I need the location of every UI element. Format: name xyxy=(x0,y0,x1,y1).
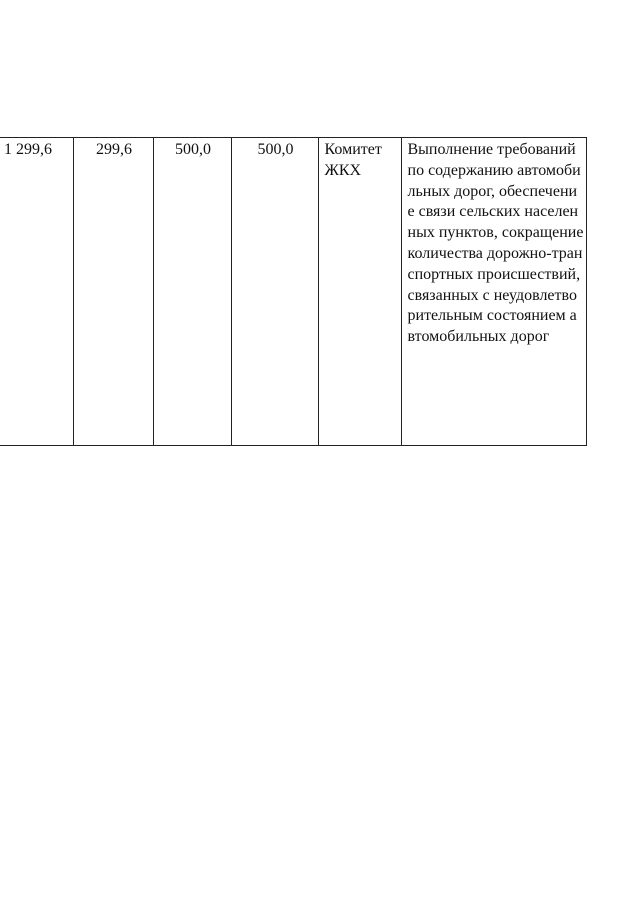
expected-result-cell: Выполнение требований по содержанию автомобильных дорог, обеспечение связи сельских населенных пунктов, сокращение количества дорожно-транспортных происшествий, связанных с неудовлетворительным состоянием автомобильных дорог xyxy=(401,138,586,446)
table-row xyxy=(0,138,586,446)
year2-amount-cell: 500,0 xyxy=(153,138,231,446)
year3-amount-cell: 500,0 xyxy=(231,138,318,446)
total-amount-cell: 1 299,6 xyxy=(0,138,73,446)
year1-amount-cell: 299,6 xyxy=(73,138,153,446)
executor-cell: Комитет ЖКХ xyxy=(318,138,401,446)
budget-table xyxy=(0,137,587,446)
